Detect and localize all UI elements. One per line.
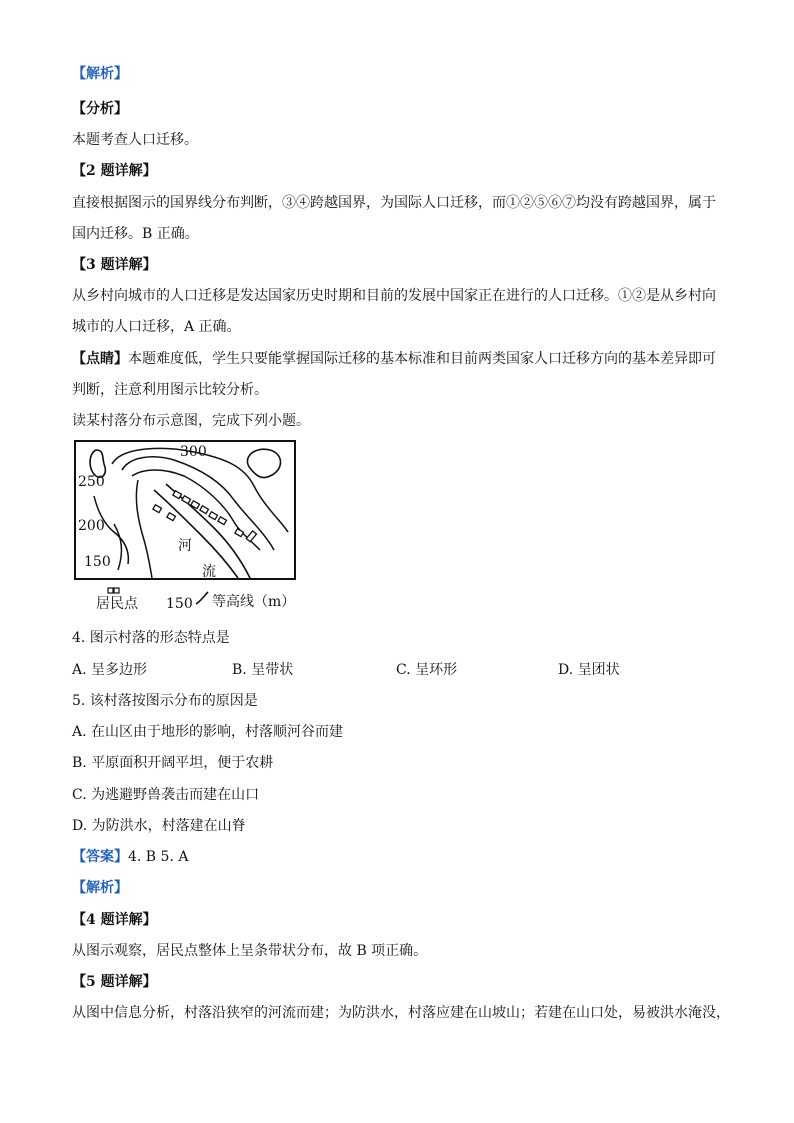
q2-text-line2: 国内迁移。B 正确。 xyxy=(72,226,199,242)
legend-settlement-label: 居民点 xyxy=(96,596,138,612)
q4-option-d: D. 呈团状 xyxy=(558,662,620,678)
q2-heading: 【2 题详解】 xyxy=(72,163,157,179)
q4-stem: 4. 图示村落的形态特点是 xyxy=(72,630,230,646)
q5-option-b: B. 平原面积开阔平坦，便于农耕 xyxy=(72,755,274,771)
q5-stem: 5. 该村落按图示分布的原因是 xyxy=(72,693,258,709)
q5-option-d: D. 为防洪水，村落建在山脊 xyxy=(72,818,246,834)
dianjing-text: 本题难度低，学生只要能掌握国际迁移的基本标准和目前两类国家人口迁移方向的基本差异即可 xyxy=(128,351,716,367)
q3-heading: 【3 题详解】 xyxy=(72,257,157,273)
q5-detail-heading: 【5 题详解】 xyxy=(72,974,157,990)
label-contour-200: 200 xyxy=(78,518,105,534)
dianjing-line2: 判断，注意利用图示比较分析。 xyxy=(72,382,268,398)
label-contour-300: 300 xyxy=(180,444,207,460)
q5-detail-text: 从图中信息分析，村落沿狭窄的河流而建；为防洪水，村落应建在山坡山；若建在山口处，易被洪水淹没， xyxy=(72,1005,730,1021)
q5-option-a: A. 在山区由于地形的影响，村落顺河谷而建 xyxy=(72,724,344,740)
label-contour-250: 250 xyxy=(78,474,105,490)
dianjing-line1 xyxy=(72,349,716,369)
village-distribution-map xyxy=(74,440,304,615)
fenxi-text: 本题考查人口迁移。 xyxy=(72,132,198,148)
q4-option-b: B. 呈带状 xyxy=(232,662,294,678)
q5-option-c: C. 为逃避野兽袭击而建在山口 xyxy=(72,787,260,803)
dianjing-label: 【点睛】 xyxy=(72,351,128,367)
q4-option-c: C. 呈环形 xyxy=(396,662,458,678)
map-intro: 读某村落分布示意图，完成下列小题。 xyxy=(72,413,310,429)
legend-settlement-symbol xyxy=(108,588,119,593)
label-river-he: 河 xyxy=(178,538,192,554)
label-river-liu: 流 xyxy=(202,564,216,580)
answer-text: 4. B 5. A xyxy=(128,849,189,865)
legend-contour-label: 等高线（m） xyxy=(212,594,296,610)
analysis-heading-1: 【解析】 xyxy=(72,66,128,82)
q2-text-line1: 直接根据图示的国界线分布判断，③④跨越国界，为国际人口迁移，而①②⑤⑥⑦均没有跨越国界，属于 xyxy=(72,195,716,211)
legend-contour-value: 150 xyxy=(166,596,193,612)
q3-text-line2: 城市的人口迁移，A 正确。 xyxy=(72,319,241,335)
q4-detail-heading: 【4 题详解】 xyxy=(72,912,157,928)
q4-detail-text: 从图示观察，居民点整体上呈条带状分布，故 B 项正确。 xyxy=(72,943,428,959)
answer-line xyxy=(72,847,188,867)
answer-label: 【答案】 xyxy=(72,849,128,865)
q4-option-a: A. 呈多边形 xyxy=(72,662,148,678)
legend-contour-line xyxy=(196,592,208,604)
fenxi-heading: 【分析】 xyxy=(72,101,128,117)
q3-text-line1: 从乡村向城市的人口迁移是发达国家历史时期和目前的发展中国家正在进行的人口迁移。①②是从乡村向 xyxy=(72,288,716,304)
analysis-heading-2: 【解析】 xyxy=(72,880,128,896)
label-contour-150: 150 xyxy=(84,554,111,570)
